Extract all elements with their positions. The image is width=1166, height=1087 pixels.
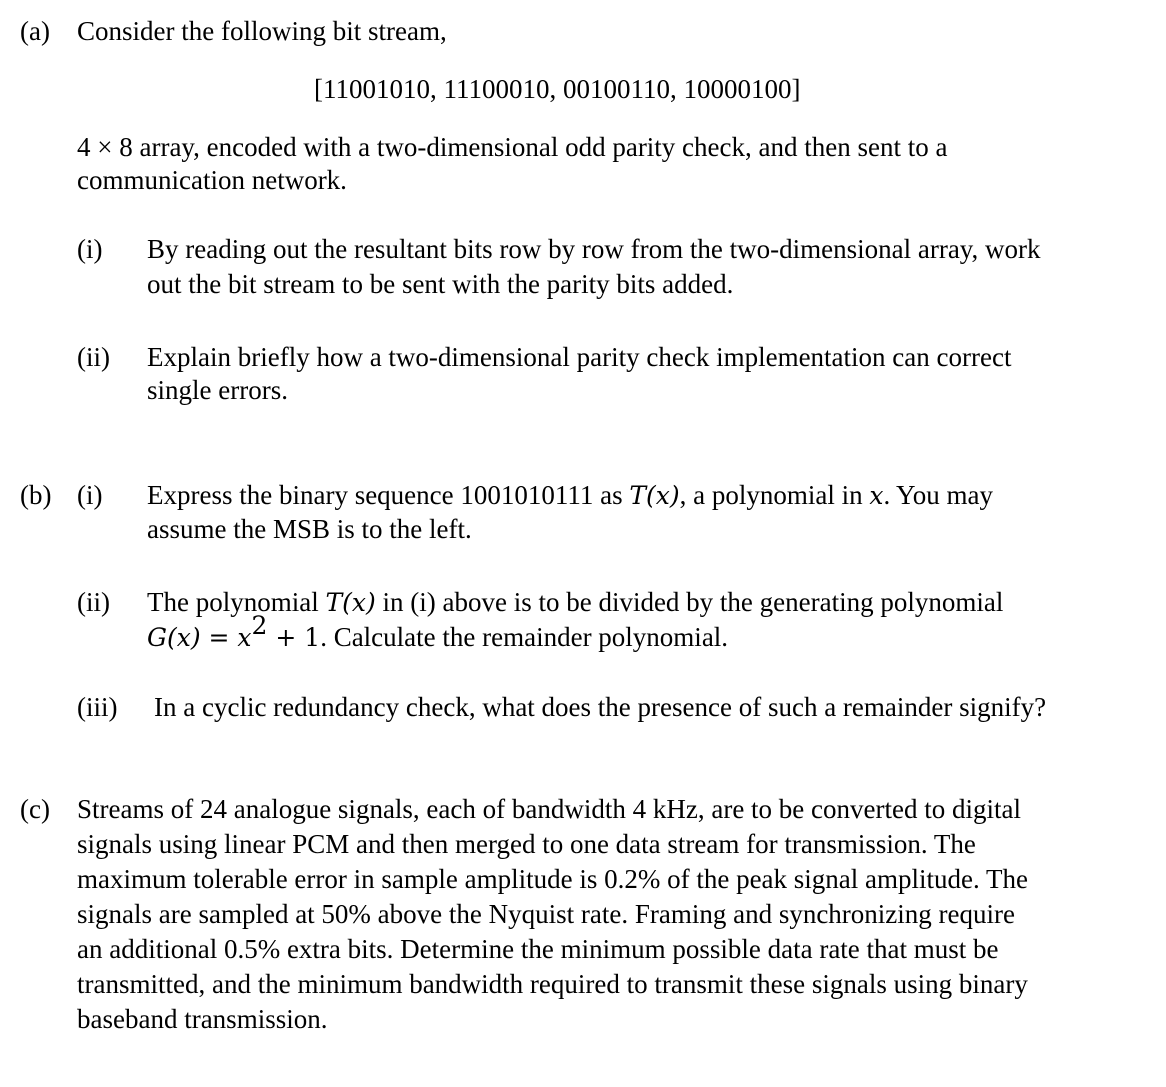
x-variable-math: x — [869, 481, 884, 510]
part-c-label: (c) — [20, 794, 50, 824]
part-c-line: an additional 0.5% extra bits. Determine the minimum possible data rate that must be — [77, 934, 999, 964]
part-b-ii-line2 — [147, 611, 729, 655]
part-a-ii-label: (ii) — [77, 342, 110, 372]
part-a-desc-line1: 4 × 8 array, encoded with a two-dimensional odd parity check, and then sent to a — [77, 132, 948, 162]
part-b-i-line1 — [147, 478, 993, 513]
part-a-desc-line2: communication network. — [77, 165, 347, 195]
part-b-ii-text-post: in (i) above is to be divided by the generating polynomial — [375, 587, 1004, 617]
part-a-i-label: (i) — [77, 234, 103, 264]
x-variable-math: x — [237, 623, 252, 652]
part-a-i-line2: out the bit stream to be sent with the parity bits added. — [147, 269, 734, 299]
part-a-bitstream: [11001010, 11100010, 00100110, 10000100] — [314, 74, 801, 104]
t-of-x-math: T(x) — [629, 481, 680, 510]
part-b-i-label: (i) — [77, 480, 103, 510]
part-a-i-line1: By reading out the resultant bits row by row from the two-dimensional array, work — [147, 234, 1041, 264]
part-a-label: (a) — [20, 16, 50, 46]
part-c-line: signals are sampled at 50% above the Nyquist rate. Framing and synchronizing require — [77, 899, 1015, 929]
g-of-x-math: G(x) — [147, 623, 201, 652]
part-b-ii-text-pre: The polynomial — [147, 587, 326, 617]
plus-one: + 1 — [267, 623, 321, 652]
part-c-paragraph — [77, 792, 1157, 1037]
part-b-ii-label: (ii) — [77, 587, 110, 617]
part-b-i-text-pre: Express the binary sequence 1001010111 as — [147, 480, 630, 510]
part-b-ii-text-post2: . Calculate the remainder polynomial. — [320, 622, 729, 652]
part-a-ii-line2: single errors. — [147, 375, 288, 405]
part-b-iii-label: (iii) — [77, 692, 118, 722]
part-c-line: Streams of 24 analogue signals, each of bandwidth 4 kHz, are to be converted to digital — [77, 794, 1021, 824]
part-c-line: transmitted, and the minimum bandwidth required to transmit these signals using binary — [77, 969, 1028, 999]
part-c-line: signals using linear PCM and then merged to one data stream for transmission. The — [77, 829, 976, 859]
part-a-intro: Consider the following bit stream, — [77, 16, 447, 46]
t-of-x-math: T(x) — [325, 588, 376, 617]
part-a-ii-line1: Explain briefly how a two-dimensional parity check implementation can correct — [147, 342, 1012, 372]
part-b-iii-text: In a cyclic redundancy check, what does the presence of such a remainder signify? — [154, 692, 1047, 722]
part-c-line: maximum tolerable error in sample amplitude is 0.2% of the peak signal amplitude. The — [77, 864, 1028, 894]
part-b-ii-line1 — [147, 585, 1003, 620]
part-b-i-text-mid: , a polynomial in — [679, 480, 870, 510]
equals-sign: = — [200, 623, 238, 652]
part-b-label: (b) — [20, 480, 52, 510]
part-c-line: baseband transmission. — [77, 1004, 328, 1034]
part-b-i-line2: assume the MSB is to the left. — [147, 514, 472, 544]
part-b-i-text-post: . You may — [883, 480, 994, 510]
exponent: 2 — [251, 611, 268, 640]
